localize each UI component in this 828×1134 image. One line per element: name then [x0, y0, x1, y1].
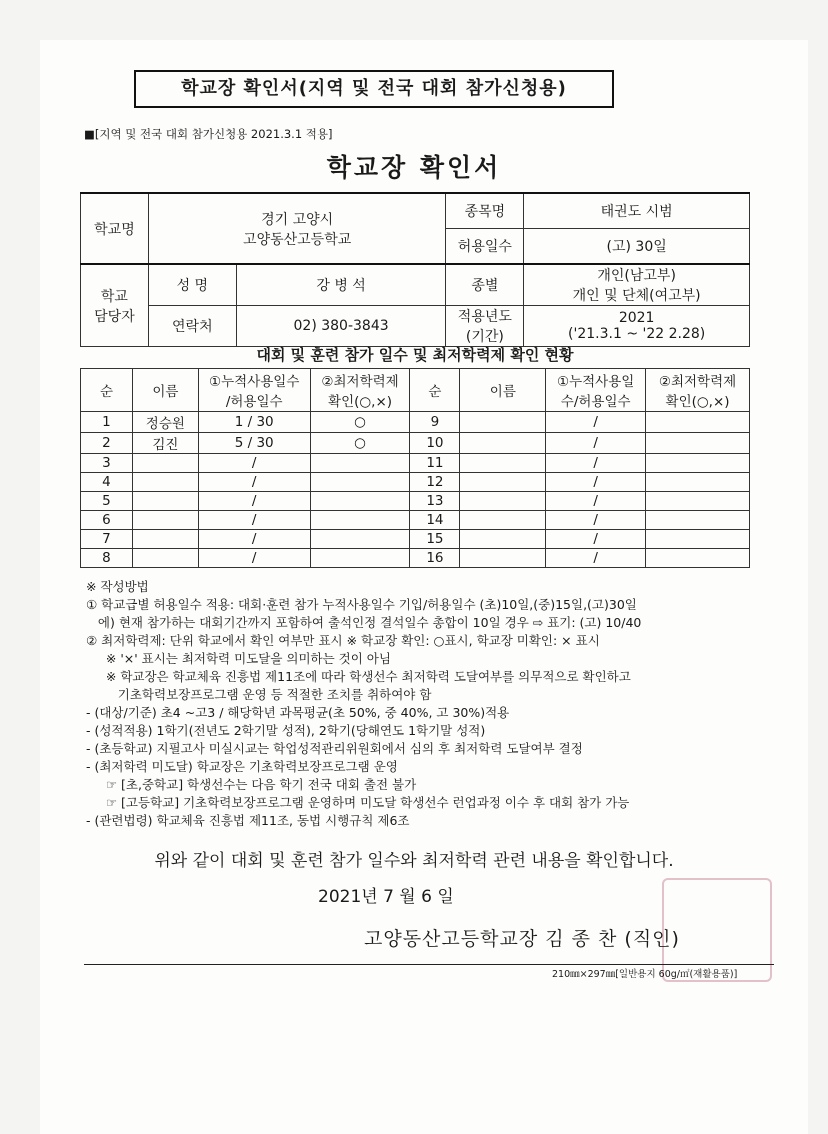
- cell-no: 6: [81, 511, 133, 530]
- note-line: - (초등학교) 지필고사 미실시교는 학업성적관리위원회에서 심의 후 최저학력 도달여부 결정: [86, 741, 583, 756]
- cell-acad: ○: [310, 412, 410, 433]
- cell-acad2: [646, 511, 750, 530]
- note-line: 에) 현재 참가하는 대회기간까지 포함하여 출석인정 결석일수 총합이 10일 경우 ⇨ 표기: (고) 10/40: [86, 615, 642, 630]
- table-row: [81, 511, 750, 530]
- table-row: [81, 549, 750, 568]
- note-line: ※ 작성방법: [86, 579, 149, 594]
- cell-acad2: [646, 412, 750, 433]
- participation-table: [80, 368, 750, 568]
- cell-no: 8: [81, 549, 133, 568]
- cell-name2: [460, 412, 546, 433]
- note-line: ☞ [초,중학교] 학생선수는 다음 학기 전국 대회 출전 불가: [86, 777, 417, 792]
- year-value: [524, 306, 750, 347]
- contact-value: 02) 380-3843: [236, 306, 446, 347]
- cell-acad2: [646, 454, 750, 473]
- table-row: [81, 530, 750, 549]
- school-name-line2: 고양동산고등학교: [243, 231, 352, 248]
- cell-acad: [310, 530, 410, 549]
- cell-no2: 9: [410, 412, 460, 433]
- note-line: 기초학력보장프로그램 운영 등 적절한 조치를 취하여야 함: [86, 687, 432, 702]
- header-name: 이름: [132, 369, 198, 412]
- note-line: - (최저학력 미도달) 학교장은 기초학력보장프로그램 운영: [86, 759, 398, 774]
- cell-name2: [460, 549, 546, 568]
- staff-label-line2: 담당자: [94, 308, 135, 325]
- cell-days2: /: [546, 412, 646, 433]
- year-label-line1: 적용년도: [457, 309, 512, 325]
- header-acad: ②최저학력제 확인(○,×): [310, 369, 410, 412]
- table-row: [81, 473, 750, 492]
- cell-name: [132, 473, 198, 492]
- category-label: 종별: [446, 264, 524, 306]
- header-days-right: ①누적사용일 수/허용일수: [546, 369, 646, 412]
- header-title-box: 학교장 확인서(지역 및 전국 대회 참가신청용): [134, 70, 614, 108]
- cell-name2: [460, 433, 546, 454]
- table-row: [81, 454, 750, 473]
- cell-acad: [310, 549, 410, 568]
- cell-no2: 11: [410, 454, 460, 473]
- school-name-line1: 경기 고양시: [261, 211, 334, 228]
- note-line: - (대상/기준) 초4 ~고3 / 해당학년 과목평균(초 50%, 중 40%, 고 30%)적용: [86, 705, 510, 720]
- cell-no: 2: [81, 433, 133, 454]
- cell-days2: /: [546, 473, 646, 492]
- cell-acad: [310, 473, 410, 492]
- cell-acad2: [646, 530, 750, 549]
- cell-name: 정승원: [132, 412, 198, 433]
- table-header-row: [81, 369, 750, 412]
- allowed-days-value: (고) 30일: [524, 229, 750, 265]
- category-line1: 개인(남고부): [597, 268, 676, 284]
- info-table: [80, 192, 750, 347]
- cell-days: /: [198, 492, 310, 511]
- contact-label: 연락처: [148, 306, 236, 347]
- table-row: [81, 433, 750, 454]
- header-no: 순: [81, 369, 133, 412]
- cell-acad2: [646, 433, 750, 454]
- cell-acad2: [646, 492, 750, 511]
- cell-name: [132, 530, 198, 549]
- cell-acad2: [646, 549, 750, 568]
- staff-label: [81, 264, 149, 347]
- name-value: 강 병 석: [236, 264, 446, 306]
- principal-signature: 고양동산고등학교장 김 종 찬 (직인): [364, 928, 680, 950]
- cell-days: /: [198, 530, 310, 549]
- cell-acad: [310, 511, 410, 530]
- section-title: 대회 및 훈련 참가 일수 및 최저학력제 확인 현황: [256, 346, 574, 364]
- cell-name: [132, 492, 198, 511]
- cell-name2: [460, 492, 546, 511]
- header-no-right: 순: [410, 369, 460, 412]
- cell-no2: 12: [410, 473, 460, 492]
- cell-days: /: [198, 454, 310, 473]
- staff-label-line1: 학교: [100, 288, 128, 305]
- cell-no: 4: [81, 473, 133, 492]
- note-line: ※ 학교장은 학교체육 진흥법 제11조에 따라 학생선수 최저학력 도달여부를 의무적으로 확인하고: [86, 669, 631, 684]
- cell-no: 3: [81, 454, 133, 473]
- cell-no2: 14: [410, 511, 460, 530]
- cell-name2: [460, 511, 546, 530]
- cell-days: /: [198, 549, 310, 568]
- confirm-date: 2021년 7 월 6 일: [318, 887, 454, 907]
- year-label: [446, 306, 524, 347]
- cell-days2: /: [546, 433, 646, 454]
- cell-no2: 10: [410, 433, 460, 454]
- cell-name: [132, 511, 198, 530]
- cell-days: /: [198, 511, 310, 530]
- allowed-days-label: 허용일수: [446, 229, 524, 265]
- year-label-line2: (기간): [465, 329, 504, 345]
- cell-days2: /: [546, 492, 646, 511]
- cell-no: 1: [81, 412, 133, 433]
- note-line: ① 학교급별 허용일수 적용: 대회·훈련 참가 누적사용일수 기입/허용일수 (초)10일,(중)15일,(고)30일: [86, 597, 637, 612]
- event-value: 태권도 시범: [524, 193, 750, 229]
- note-line: ② 최저학력제: 단위 학교에서 확인 여부만 표시 ※ 학교장 확인: ○표시, 학교장 미확인: × 표시: [86, 633, 600, 648]
- cell-name: [132, 549, 198, 568]
- school-label: 학교명: [81, 193, 149, 264]
- cell-name2: [460, 473, 546, 492]
- cell-no: 5: [81, 492, 133, 511]
- note-line: - (성적적용) 1학기(전년도 2학기말 성적), 2학기(당해연도 1학기말 성적): [86, 723, 486, 738]
- cell-name2: [460, 530, 546, 549]
- name-label: 성 명: [148, 264, 236, 306]
- year-value-line1: 2021: [618, 310, 655, 326]
- event-label: 종목명: [446, 193, 524, 229]
- school-name: [148, 193, 446, 264]
- year-value-line2: ('21.3.1 ~ '22 2.28): [568, 326, 706, 342]
- paper-spec-footer: 210㎜×297㎜[일반용지 60g/㎡(재활용품)]: [552, 969, 738, 980]
- document-title: 학교장 확인서: [326, 153, 502, 182]
- table-row: [81, 412, 750, 433]
- note-line: - (관련법령) 학교체육 진흥법 제11조, 동법 시행규칙 제6조: [86, 813, 410, 828]
- note-line: ☞ [고등학교] 기초학력보장프로그램 운영하며 미도달 학생선수 런업과정 이수 후 대회 참가 가능: [86, 795, 630, 810]
- note-line: ※ '×' 표시는 최저학력 미도달을 의미하는 것이 아님: [86, 651, 391, 666]
- cell-days2: /: [546, 530, 646, 549]
- cell-name: [132, 454, 198, 473]
- cell-acad: [310, 492, 410, 511]
- cell-days: 5 / 30: [198, 433, 310, 454]
- table-row: [81, 492, 750, 511]
- header-name-right: 이름: [460, 369, 546, 412]
- cell-no: 7: [81, 530, 133, 549]
- cell-no2: 13: [410, 492, 460, 511]
- cell-acad2: [646, 473, 750, 492]
- cell-days2: /: [546, 549, 646, 568]
- category-value: [524, 264, 750, 306]
- cell-acad: [310, 454, 410, 473]
- cell-acad: ○: [310, 433, 410, 454]
- cell-days: /: [198, 473, 310, 492]
- form-reference: ■[지역 및 전국 대회 참가신청용 2021.3.1 적용]: [84, 127, 333, 141]
- instructions-notes: [86, 578, 786, 830]
- header-days: ①누적사용일수 /허용일수: [198, 369, 310, 412]
- cell-days2: /: [546, 454, 646, 473]
- header-acad-right: ②최저학력제 확인(○,×): [646, 369, 750, 412]
- cell-name: 김진: [132, 433, 198, 454]
- category-line2: 개인 및 단체(여고부): [572, 288, 701, 304]
- cell-no2: 16: [410, 549, 460, 568]
- cell-name2: [460, 454, 546, 473]
- confirm-statement: 위와 같이 대회 및 훈련 참가 일수와 최저학력 관련 내용을 확인합니다.: [154, 851, 674, 871]
- cell-days: 1 / 30: [198, 412, 310, 433]
- footer-divider: [84, 964, 774, 965]
- cell-no2: 15: [410, 530, 460, 549]
- cell-days2: /: [546, 511, 646, 530]
